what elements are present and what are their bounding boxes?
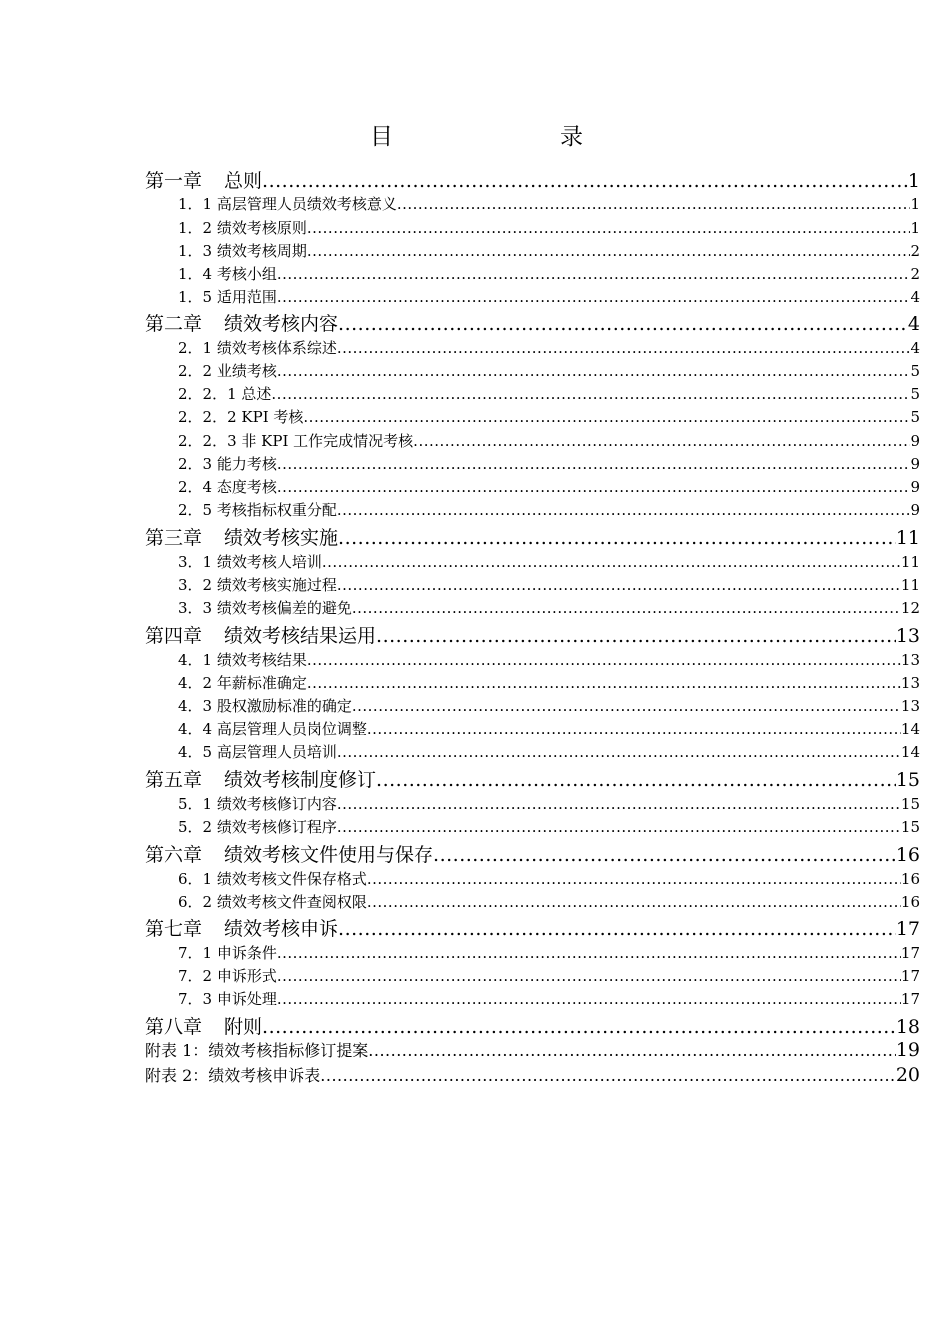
toc-entry[interactable]	[178, 453, 920, 476]
toc-dot-leader	[337, 501, 911, 519]
toc-dot-leader	[367, 870, 901, 888]
toc-dot-leader	[337, 339, 911, 357]
toc-entry[interactable]	[145, 621, 920, 645]
toc-entry[interactable]	[178, 217, 920, 240]
toc-entry[interactable]	[178, 574, 920, 597]
toc-entry[interactable]	[178, 942, 920, 965]
toc-entry[interactable]	[178, 476, 920, 499]
toc-entry[interactable]	[178, 263, 920, 286]
toc-dot-leader	[413, 432, 910, 450]
toc-chapter-number: 第六章	[145, 844, 203, 866]
toc-entry-label: 1．3 绩效考核周期	[178, 242, 307, 260]
toc-dot-leader	[337, 795, 901, 813]
toc-entry-label: 7．2 申诉形式	[178, 967, 277, 985]
toc-entry-label	[145, 166, 262, 193]
toc-entry[interactable]	[178, 551, 920, 574]
toc-dot-leader	[307, 219, 911, 237]
toc-entry[interactable]	[145, 914, 920, 938]
toc-entry[interactable]	[145, 765, 920, 789]
toc-dot-leader	[352, 599, 901, 617]
toc-entry-label: 1．4 考核小组	[178, 265, 277, 283]
toc-title-char-2: 录	[560, 124, 583, 150]
toc-page-number: 13	[895, 625, 920, 647]
toc-page-number: 9	[910, 455, 920, 473]
toc-entry[interactable]	[178, 965, 920, 988]
toc-entry[interactable]	[178, 499, 920, 522]
toc-entry[interactable]	[178, 193, 920, 216]
toc-page-number: 4	[910, 339, 920, 357]
toc-page-number: 11	[900, 576, 920, 594]
toc-page-number: 19	[895, 1039, 920, 1061]
toc-chapter-title: 绩效考核内容	[224, 313, 339, 335]
toc-page-number: 15	[900, 818, 920, 836]
toc-chapter-title: 绩效考核实施	[224, 527, 339, 549]
toc-page-number: 2	[910, 242, 920, 260]
toc-dot-leader	[277, 967, 901, 985]
toc-entry[interactable]	[145, 523, 920, 547]
toc-chapter-title: 附则	[224, 1016, 263, 1038]
toc-dot-leader	[367, 720, 901, 738]
toc-chapter-title: 绩效考核结果运用	[224, 625, 377, 647]
toc-dot-leader	[277, 265, 911, 283]
toc-entry[interactable]	[145, 1063, 920, 1087]
toc-entry[interactable]	[145, 309, 920, 333]
toc-dot-leader	[376, 625, 896, 647]
toc-entry-label: 5．1 绩效考核修订内容	[178, 795, 337, 813]
toc-entry-label: 2．2．1 总述	[178, 385, 272, 403]
toc-entry[interactable]	[178, 649, 920, 672]
toc-dot-leader	[277, 455, 911, 473]
toc-page-number: 5	[910, 408, 920, 426]
toc-entry[interactable]	[145, 1012, 920, 1036]
toc-page-number: 13	[900, 697, 920, 715]
toc-entry[interactable]	[178, 741, 920, 764]
toc-entry-label: 2．2．2 KPI 考核	[178, 408, 304, 426]
toc-dot-leader	[277, 288, 911, 306]
toc-page-number: 5	[910, 362, 920, 380]
toc-page-number: 16	[895, 844, 920, 866]
toc-entry-label: 2．4 态度考核	[178, 478, 277, 496]
toc-page-number: 16	[900, 870, 920, 888]
toc-page-number: 9	[910, 478, 920, 496]
toc-dot-leader	[322, 553, 901, 571]
toc-entry-label: 1．2 绩效考核原则	[178, 219, 307, 237]
toc-dot-leader	[433, 844, 896, 866]
toc-dot-leader	[271, 385, 910, 403]
toc-dot-leader	[277, 944, 901, 962]
toc-entry[interactable]	[178, 360, 920, 383]
toc-page-number: 11	[895, 527, 920, 549]
toc-chapter-number: 第三章	[145, 527, 203, 549]
toc-chapter-title: 绩效考核文件使用与保存	[224, 844, 434, 866]
toc-page-number: 16	[900, 893, 920, 911]
toc-entry[interactable]	[145, 1038, 920, 1062]
toc-entry-label: 2．5 考核指标权重分配	[178, 501, 337, 519]
toc-entry[interactable]	[145, 840, 920, 864]
toc-page-number: 17	[900, 967, 920, 985]
toc-entry[interactable]	[178, 383, 920, 406]
toc-entry-label: 6．2 绩效考核文件查阅权限	[178, 893, 367, 911]
toc-entry[interactable]	[178, 406, 920, 429]
toc-page-number: 13	[900, 651, 920, 669]
toc-entry[interactable]	[178, 718, 920, 741]
toc-page-number: 5	[910, 385, 920, 403]
toc-entry[interactable]	[145, 166, 920, 190]
toc-dot-leader	[303, 408, 910, 426]
toc-entry[interactable]	[178, 695, 920, 718]
toc-dot-leader	[368, 1041, 896, 1060]
toc-dot-leader	[337, 743, 901, 761]
toc-page-number: 4	[910, 288, 920, 306]
toc-chapter-number: 第一章	[145, 170, 203, 192]
toc-dot-leader	[262, 1016, 896, 1038]
toc-dot-leader	[307, 651, 901, 669]
toc-entry-label	[145, 621, 376, 648]
toc-entry[interactable]	[178, 430, 920, 453]
toc-entry[interactable]	[178, 793, 920, 816]
toc-entry[interactable]	[178, 891, 920, 914]
toc-entry-label: 7．3 申诉处理	[178, 990, 277, 1008]
toc-dot-leader	[277, 990, 901, 1008]
toc-page-number: 12	[900, 599, 920, 617]
toc-page-number: 18	[895, 1016, 920, 1038]
toc-entry-label: 3．1 绩效考核人培训	[178, 553, 322, 571]
toc-title-char-1: 目	[370, 124, 393, 150]
toc-entry-label: 2．1 绩效考核体系综述	[178, 339, 337, 357]
toc-dot-leader	[338, 918, 896, 940]
toc-entry-label	[145, 1012, 262, 1039]
toc-page-number: 9	[910, 501, 920, 519]
toc-entry-label: 附表 2：绩效考核申诉表	[145, 1066, 321, 1085]
toc-entry-label: 1．1 高层管理人员绩效考核意义	[178, 195, 397, 213]
toc-entry-label: 4．5 高层管理人员培训	[178, 743, 337, 761]
toc-dot-leader	[376, 769, 896, 791]
toc-page-number: 1	[910, 219, 920, 237]
toc-entry-label	[145, 914, 338, 941]
toc-entry-label: 4．3 股权激励标准的确定	[178, 697, 352, 715]
toc-page-number: 15	[900, 795, 920, 813]
toc-dot-leader	[307, 242, 911, 260]
toc-page-number: 14	[900, 720, 920, 738]
toc-dot-leader	[277, 362, 911, 380]
toc-dot-leader	[338, 313, 908, 335]
toc-page-number: 1	[907, 170, 920, 192]
toc-dot-leader	[338, 527, 896, 549]
toc-dot-leader	[277, 478, 911, 496]
toc-entry[interactable]	[178, 868, 920, 891]
toc-chapter-title: 绩效考核制度修订	[224, 769, 377, 791]
toc-page-number: 14	[900, 743, 920, 761]
toc-chapter-number: 第八章	[145, 1016, 203, 1038]
toc-entry-label: 1．5 适用范围	[178, 288, 277, 306]
toc-page-number: 2	[910, 265, 920, 283]
toc-entry[interactable]	[178, 988, 920, 1011]
toc-entry-label: 2．3 能力考核	[178, 455, 277, 473]
toc-chapter-title: 总则	[224, 170, 263, 192]
toc-dot-leader	[307, 674, 901, 692]
toc-entry-label: 5．2 绩效考核修订程序	[178, 818, 337, 836]
toc-entry[interactable]	[178, 597, 920, 620]
toc-dot-leader	[337, 818, 901, 836]
toc-entry-label: 7．1 申诉条件	[178, 944, 277, 962]
toc-entry[interactable]	[178, 240, 920, 263]
toc-entry-label	[145, 765, 376, 792]
toc-dot-leader	[397, 195, 911, 213]
toc-entry-label: 2．2．3 非 KPI 工作完成情况考核	[178, 432, 414, 450]
toc-entry[interactable]	[178, 286, 920, 309]
toc-page-number: 13	[900, 674, 920, 692]
toc-chapter-number: 第五章	[145, 769, 203, 791]
toc-entry-label: 3．3 绩效考核偏差的避免	[178, 599, 352, 617]
toc-entry-label: 6．1 绩效考核文件保存格式	[178, 870, 367, 888]
toc-entry[interactable]	[178, 672, 920, 695]
toc-entry-label	[145, 840, 433, 867]
toc-entry-label	[145, 309, 338, 336]
toc-page-number: 1	[910, 195, 920, 213]
toc-dot-leader	[352, 697, 901, 715]
toc-page-number: 17	[900, 990, 920, 1008]
toc-page-number: 9	[910, 432, 920, 450]
toc-entry-label: 2．2 业绩考核	[178, 362, 277, 380]
toc-chapter-number: 第二章	[145, 313, 203, 335]
toc-entry-label: 3．2 绩效考核实施过程	[178, 576, 337, 594]
toc-title	[0, 118, 950, 154]
toc-page-number: 17	[895, 918, 920, 940]
toc-page-number: 17	[900, 944, 920, 962]
toc-page-number: 11	[900, 553, 920, 571]
toc-chapter-title: 绩效考核申诉	[224, 918, 339, 940]
toc-entry-label: 4．4 高层管理人员岗位调整	[178, 720, 367, 738]
toc-page-number: 4	[907, 313, 920, 335]
toc-chapter-number: 第七章	[145, 918, 203, 940]
toc-dot-leader	[367, 893, 901, 911]
toc-entry-label: 4．2 年薪标准确定	[178, 674, 307, 692]
toc-entry-label	[145, 523, 338, 550]
toc-dot-leader	[337, 576, 901, 594]
toc-entry[interactable]	[178, 337, 920, 360]
toc-dot-leader	[262, 170, 908, 192]
toc-chapter-number: 第四章	[145, 625, 203, 647]
toc-entry-label: 附表 1：绩效考核指标修订提案	[145, 1041, 369, 1060]
toc-entry-label: 4．1 绩效考核结果	[178, 651, 307, 669]
toc-dot-leader	[320, 1066, 896, 1085]
toc-page-number: 15	[895, 769, 920, 791]
toc-entry[interactable]	[178, 816, 920, 839]
toc-page-number: 20	[895, 1064, 920, 1086]
